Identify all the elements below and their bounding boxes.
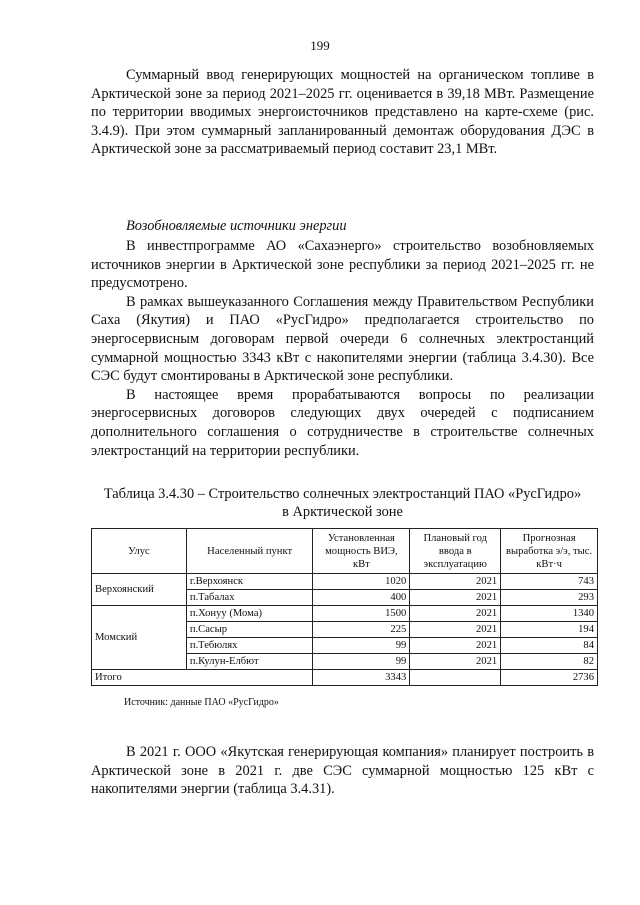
table-caption-line-2: в Арктической зоне — [282, 504, 403, 520]
cell-settlement: п.Хонуу (Мома) — [186, 606, 313, 622]
cell-ulus: Момский — [92, 606, 187, 670]
cell-capacity: 400 — [313, 590, 410, 606]
cell-output: 293 — [501, 590, 598, 606]
table-caption — [91, 485, 594, 521]
col-header-settlement: Населенный пункт — [186, 529, 313, 574]
cell-capacity: 99 — [313, 654, 410, 670]
page-number: 199 — [310, 38, 330, 53]
cell-total-output: 2736 — [501, 670, 598, 686]
col-header-output: Прогнозная выработка э/э, тыс. кВт·ч — [501, 529, 598, 574]
cell-settlement: п.Кулун-Елбют — [186, 654, 313, 670]
table-total-row — [92, 670, 598, 686]
paragraph-yakutsk-company — [91, 743, 594, 799]
cell-output: 84 — [501, 638, 598, 654]
cell-year: 2021 — [410, 654, 501, 670]
cell-output: 743 — [501, 574, 598, 590]
col-header-ulus: Улус — [92, 529, 187, 574]
col-header-year: Плановый год ввода в эксплуатацию — [410, 529, 501, 574]
cell-settlement: п.Табалах — [186, 590, 313, 606]
table-header-row — [92, 529, 598, 574]
table-row — [92, 606, 598, 622]
cell-settlement: п.Сасыр — [186, 622, 313, 638]
cell-capacity: 1020 — [313, 574, 410, 590]
cell-settlement: п.Тебюлях — [186, 638, 313, 654]
cell-settlement: г.Верхоянск — [186, 574, 313, 590]
cell-capacity: 99 — [313, 638, 410, 654]
cell-total-capacity: 3343 — [313, 670, 410, 686]
paragraph-fossil-capacity — [91, 66, 594, 159]
cell-year: 2021 — [410, 638, 501, 654]
table-row — [92, 574, 598, 590]
cell-year: 2021 — [410, 606, 501, 622]
cell-capacity: 225 — [313, 622, 410, 638]
cell-output: 82 — [501, 654, 598, 670]
cell-total-label: Итого — [92, 670, 313, 686]
paragraph-text: В 2021 г. ООО «Якутская генерирующая компания» планирует построить в Арктической зоне в 2021 г. две СЭС суммарной мощностью 125 кВт с накопителями энергии (таблица 3.4.31). — [91, 744, 594, 798]
cell-year: 2021 — [410, 622, 501, 638]
cell-output: 1340 — [501, 606, 598, 622]
cell-total-year — [410, 670, 501, 686]
cell-output: 194 — [501, 622, 598, 638]
cell-year: 2021 — [410, 574, 501, 590]
paragraphs-renewables — [91, 237, 594, 460]
solar-plants-table — [91, 528, 598, 686]
paragraph-agreement: В рамках вышеуказанного Соглашения между Правительством Республики Саха (Якутия) и ПАО «РусГидро» предполагается строительство по энергосервисным договорам первой очереди 6 солнечных электростанций суммарной мощностью 3343 кВт с накопителями энергии (таблица 3.4.30). Все СЭС будут смонтированы в Арктической зоне республики. — [91, 293, 594, 385]
paragraph-sakhaenergo: В инвестпрограмме АО «Сахаэнерго» строительство возобновляемых источников энергии в Арктической зоне республики за период 2021–2025 гг. не предусмотрено. — [91, 238, 594, 292]
col-header-capacity: Установленная мощность ВИЭ, кВт — [313, 529, 410, 574]
paragraph-text: Суммарный ввод генерирующих мощностей на органическом топливе в Арктической зоне за период 2021–2025 гг. оценивается в 39,18 МВт. Размещение по территории вводимых энергоисточников представлено на карте-схеме (рис. 3.4.9). При этом суммарный запланированный демонтаж оборудования ДЭС в Арктической зоне за рассматриваемый период составит 23,1 МВт. — [91, 67, 594, 158]
table-caption-line-1: Таблица 3.4.30 – Строительство солнечных электростанций ПАО «РусГидро» — [103, 486, 582, 502]
cell-capacity: 1500 — [313, 606, 410, 622]
table-source: Источник: данные ПАО «РусГидро» — [124, 697, 279, 708]
paragraph-current-work: В настоящее время прорабатываются вопросы по реализации энергосервисных договоров следующих двух очередей с подписанием дополнительного соглашения о сотрудничестве в строительстве солнечных электростанций на территории республики. — [91, 386, 594, 459]
cell-ulus: Верхоянский — [92, 574, 187, 606]
section-heading: Возобновляемые источники энергии — [126, 218, 347, 234]
cell-year: 2021 — [410, 590, 501, 606]
